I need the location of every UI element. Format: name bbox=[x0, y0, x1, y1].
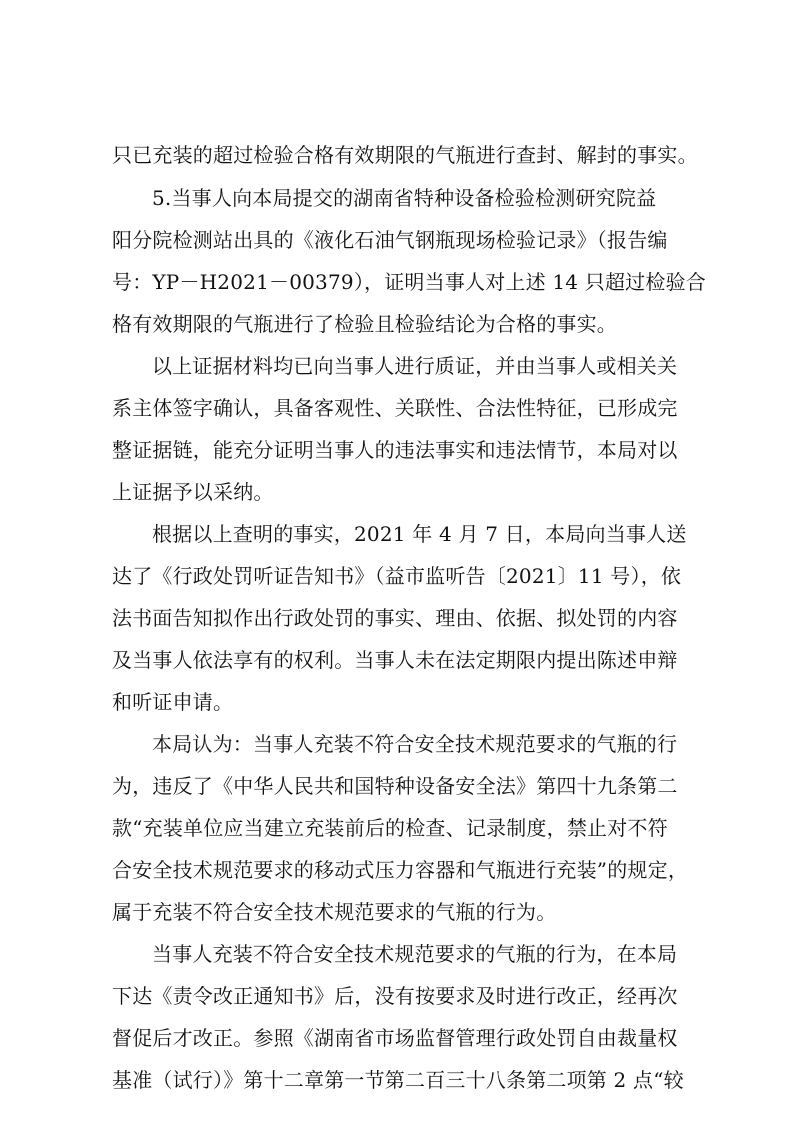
text-line: 督促后才改正。参照《湖南省市场监督管理行政处罚自由裁量权 bbox=[112, 1026, 678, 1050]
text-line: 5.当事人向本局提交的湖南省特种设备检验检测研究院益 bbox=[152, 186, 657, 210]
text-line: 系主体签字确认，具备客观性、关联性、合法性特征，已形成完 bbox=[112, 396, 678, 420]
text-line: 及当事人依法享有的权利。当事人未在法定期限内提出陈述申辩 bbox=[112, 648, 678, 672]
text-line: 属于充装不符合安全技术规范要求的气瓶的行为。 bbox=[112, 900, 557, 924]
text-line: 根据以上查明的事实，2021 年 4 月 7 日，本局向当事人送 bbox=[152, 522, 687, 546]
text-line: 上证据予以采纳。 bbox=[112, 480, 274, 504]
text-line: 整证据链，能充分证明当事人的违法事实和违法情节，本局对以 bbox=[112, 438, 678, 462]
text-line: 合安全技术规范要求的移动式压力容器和气瓶进行充装”的规定， bbox=[112, 858, 689, 882]
text-line: 基准（试行）》第十二章第一节第二百三十八条第二项第 2 点“较 bbox=[112, 1068, 684, 1092]
text-line: 格有效期限的气瓶进行了检验且检验结论为合格的事实。 bbox=[112, 312, 617, 336]
text-line: 法书面告知拟作出行政处罚的事实、理由、依据、拟处罚的内容 bbox=[112, 606, 678, 630]
text-line: 达了《行政处罚听证告知书》（益市监听告〔2021〕11 号），依 bbox=[112, 564, 682, 588]
text-line: 只已充装的超过检验合格有效期限的气瓶进行查封、解封的事实。 bbox=[112, 143, 698, 167]
text-line: 以上证据材料均已向当事人进行质证，并由当事人或相关关 bbox=[152, 354, 678, 378]
text-line: 为，违反了《中华人民共和国特种设备安全法》第四十九条第二 bbox=[112, 774, 678, 798]
text-line: 号：YP－H2021－00379），证明当事人对上述 14 只超过检验合 bbox=[112, 270, 706, 294]
text-line: 下达《责令改正通知书》后，没有按要求及时进行改正，经再次 bbox=[112, 984, 678, 1008]
text-line: 款“充装单位应当建立充装前后的检查、记录制度，禁止对不符 bbox=[112, 816, 668, 840]
text-line: 当事人充装不符合安全技术规范要求的气瓶的行为，在本局 bbox=[152, 942, 678, 966]
text-line: 阳分院检测站出具的《液化石油气钢瓶现场检验记录》（报告编 bbox=[112, 228, 668, 252]
text-line: 本局认为：当事人充装不符合安全技术规范要求的气瓶的行 bbox=[152, 732, 678, 756]
text-line: 和听证申请。 bbox=[112, 690, 234, 714]
